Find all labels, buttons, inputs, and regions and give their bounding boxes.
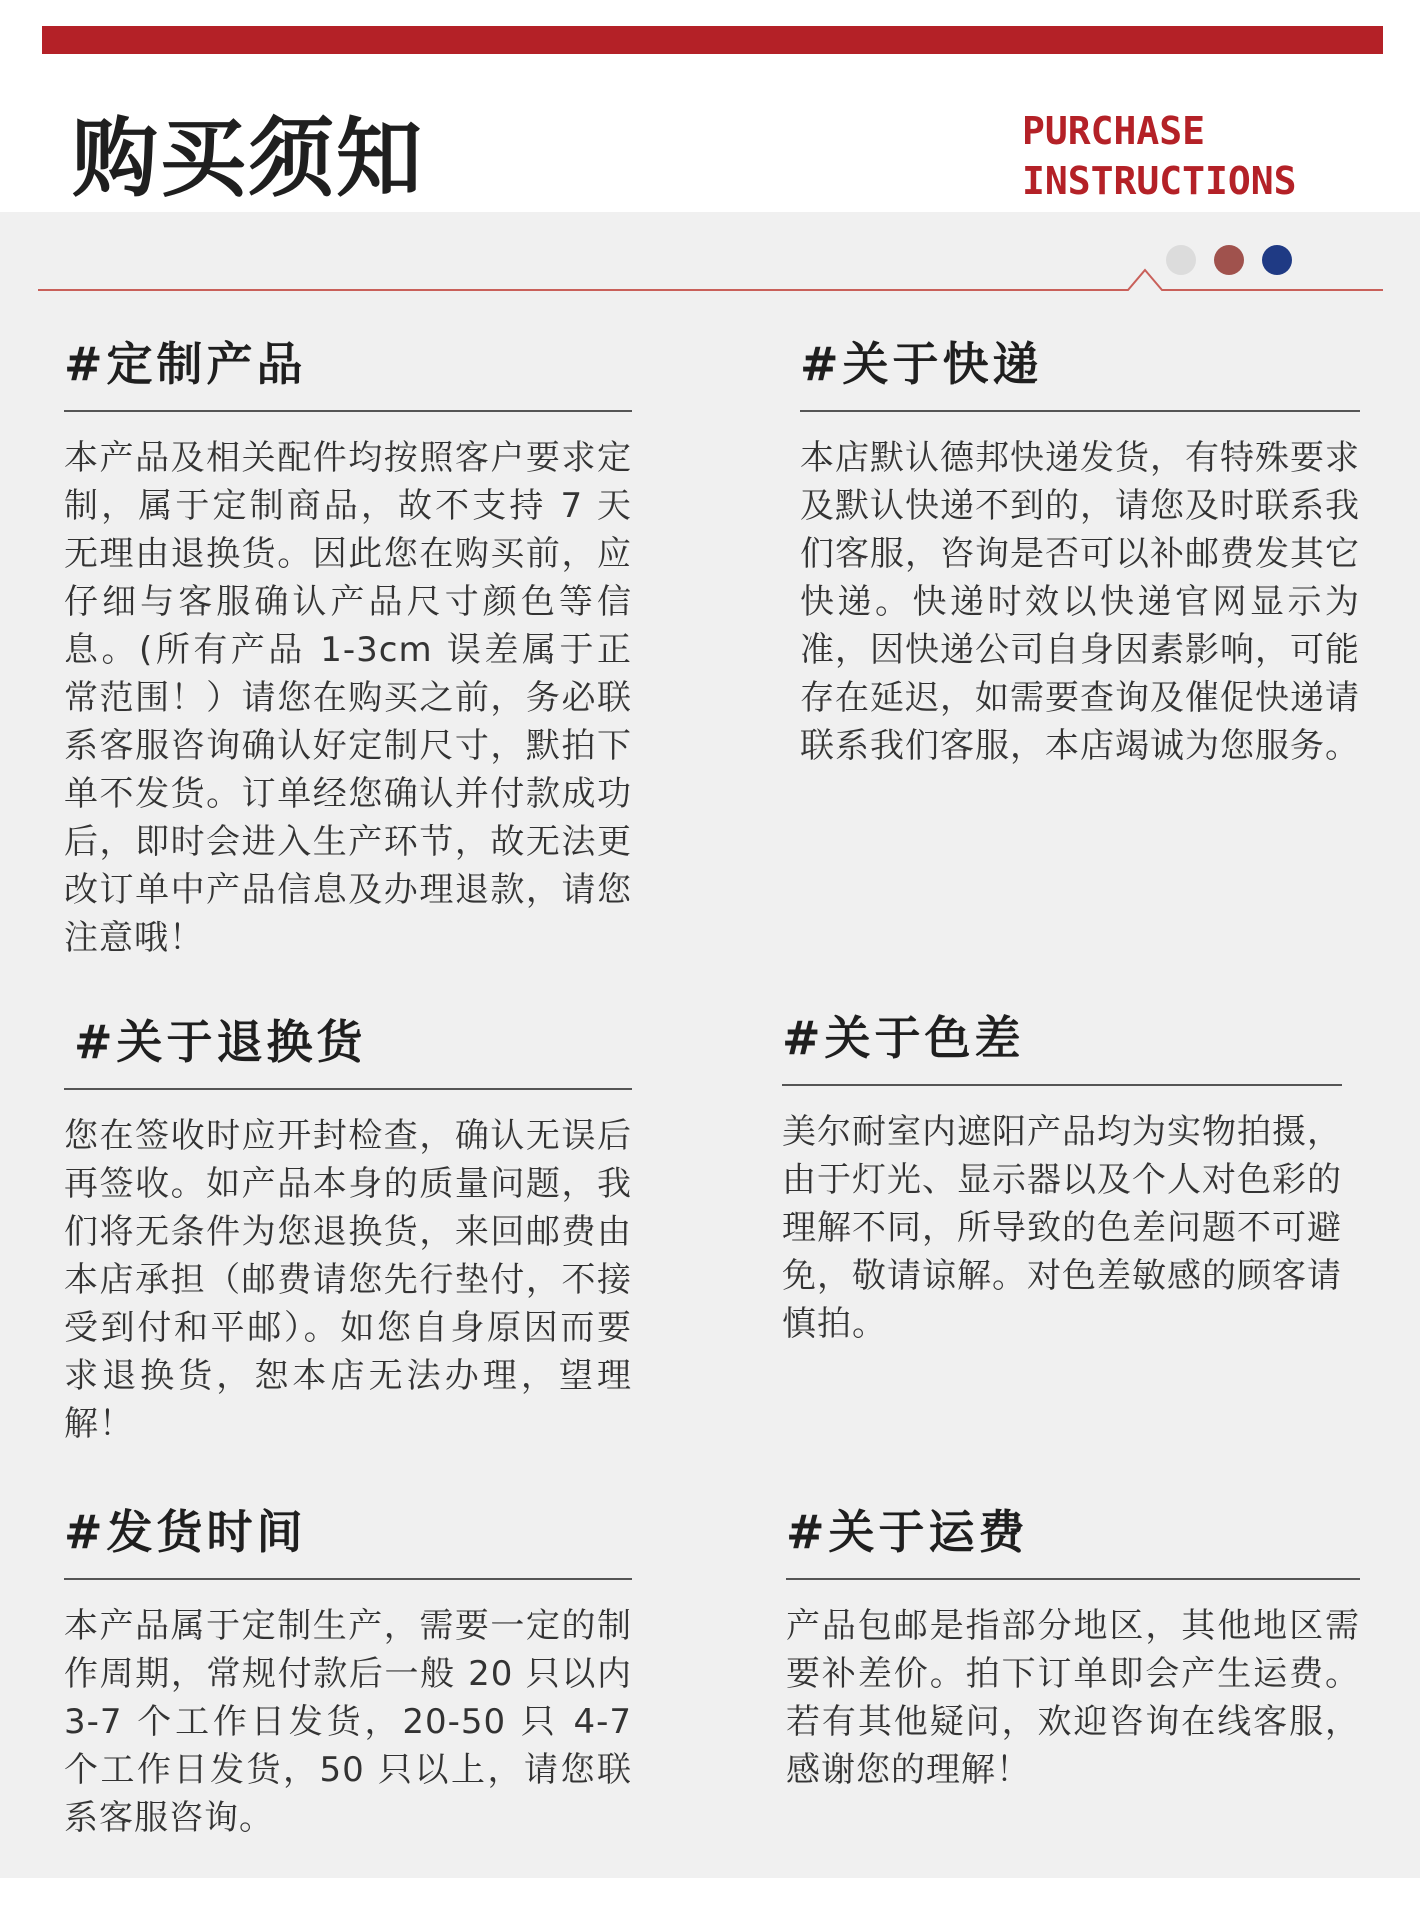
decor-dot-light: [1166, 245, 1196, 275]
section-shipping-time: [64, 1502, 632, 1842]
section-rule: [782, 1084, 1342, 1086]
subtitle-line-2: INSTRUCTIONS: [1022, 159, 1297, 203]
section-body: 本产品及相关配件均按照客户要求定制，属于定制商品，故不支持 7 天无理由退换货。因此您在购买前，应仔细与客服确认产品尺寸颜色等信息。(所有产品 1-3cm 误差属于正常范围！）请您在购买之前，务必联系客服咨询确认好定制尺寸，默拍下单不发货。订单经您确认并付款成功后，即时会进入生产环节，故无法更改订单中产品信息及办理退款，请您注意哦！: [64, 438, 632, 958]
section-body: 美尔耐室内遮阳产品均为实物拍摄，由于灯光、显示器以及个人对色彩的理解不同，所导致的色差问题不可避免，敬请谅解。对色差敏感的顾客请慎拍。: [782, 1112, 1342, 1344]
page-header: [0, 54, 1420, 212]
section-rule: [786, 1578, 1360, 1580]
section-title: #发货时间: [64, 1505, 307, 1559]
decor-dot-brown: [1214, 245, 1244, 275]
top-accent-bar: [42, 26, 1383, 54]
section-shipping-fee: [786, 1502, 1360, 1794]
section-rule: [64, 410, 632, 412]
header-divider-line: [0, 212, 1420, 292]
section-body: 本店默认德邦快递发货，有特殊要求及默认快递不到的，请您及时联系我们客服，咨询是否可以补邮费发其它快递。快递时效以快递官网显示为准，因快递公司自身因素影响，可能存在延迟，如需要查询及催促快递请联系我们客服，本店竭诚为您服务。: [800, 438, 1360, 766]
section-rule: [64, 1578, 632, 1580]
section-returns: [64, 1012, 632, 1448]
section-title: #关于快递: [800, 337, 1043, 391]
page-subtitle: [1022, 106, 1297, 206]
section-title: #关于退换货: [74, 1015, 367, 1069]
instructions-panel: [0, 212, 1420, 1878]
decor-dot-navy: [1262, 245, 1292, 275]
section-express: [800, 334, 1360, 770]
page-title: 购买须知: [72, 109, 424, 209]
section-title: #关于运费: [786, 1505, 1029, 1559]
section-title: #关于色差: [782, 1011, 1025, 1065]
subtitle-line-1: PURCHASE: [1022, 109, 1206, 153]
section-rule: [800, 410, 1360, 412]
section-custom-product: [64, 334, 632, 962]
section-title: #定制产品: [64, 337, 307, 391]
section-color-difference: [782, 1008, 1342, 1348]
section-body: 本产品属于定制生产，需要一定的制作周期，常规付款后一般 20 只以内 3-7 个工作日发货，20-50 只 4-7 个工作日发货，50 只以上，请您联系客服咨询。: [64, 1606, 632, 1838]
section-rule: [64, 1088, 632, 1090]
section-body: 产品包邮是指部分地区，其他地区需要补差价。拍下订单即会产生运费。若有其他疑问，欢迎咨询在线客服，感谢您的理解！: [786, 1606, 1360, 1790]
section-body: 您在签收时应开封检查，确认无误后再签收。如产品本身的质量问题，我们将无条件为您退换货，来回邮费由本店承担（邮费请您先行垫付，不接受到付和平邮）。如您自身原因而要求退换货，恕本店无法办理，望理解！: [64, 1116, 632, 1444]
